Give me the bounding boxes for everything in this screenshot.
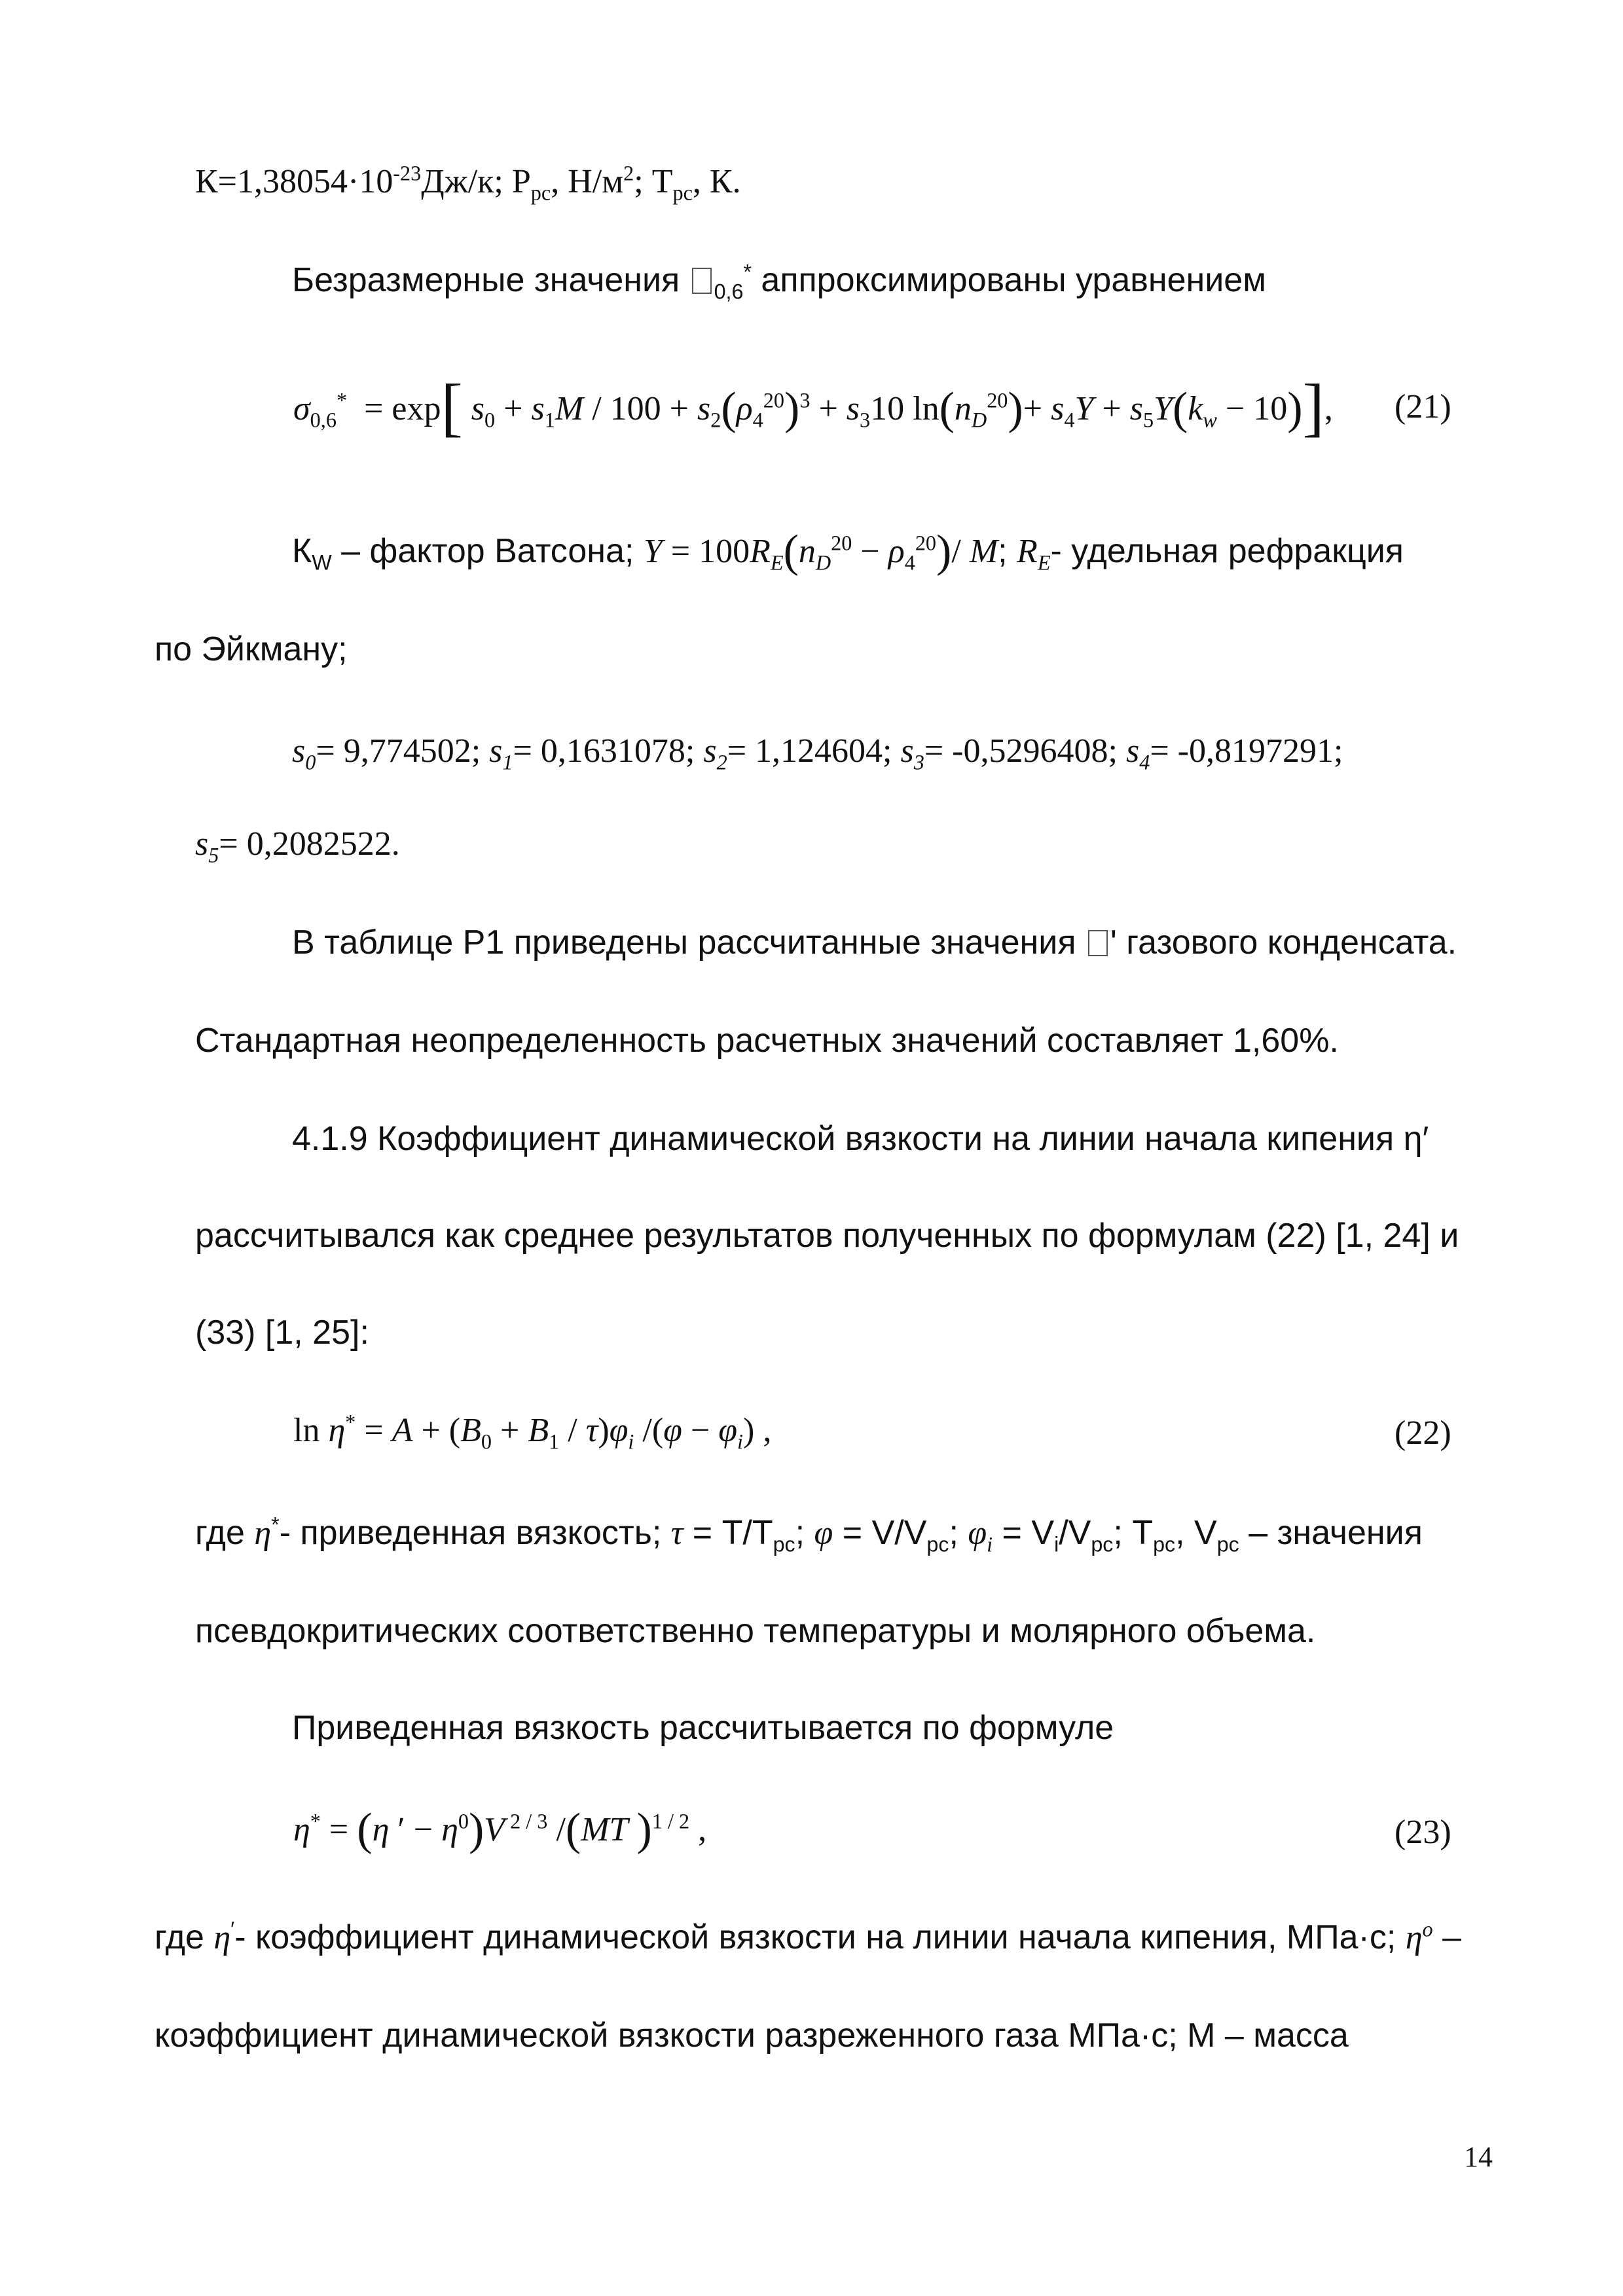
text-segment: В таблице Р1 приведены рассчитанные значения: [292, 924, 1085, 961]
page-number: 14: [1464, 2141, 1493, 2173]
uncertainty-line: Стандартная неопределенность расчетных значений составляет 1,60%.: [195, 1022, 1339, 1060]
re-symbol: R: [1017, 533, 1038, 570]
superscript: *: [743, 260, 752, 284]
y-formula: $Y = 100R_E(n_D^{20} - \rho_4^{20})/$ M: [643, 526, 998, 577]
viscosity-definition-line: где η′- коэффициент динамической вязкости на линии начала кипения, МПа·с; $\eta^o$ –: [155, 1917, 1462, 1956]
eykman-line: по Эйкману;: [155, 630, 348, 668]
text-segment: аппроксимированы уравнением: [751, 261, 1266, 299]
reduced-viscosity-definition-line: где η*- приведенная вязкость; $\tau = Т/Т_{рс}$; $\varphi = V/V_{рс}$; $\varphi_i = V_i/V_{рс}$; $Т_{рс}$, $V_{рс}$ – значения: [195, 1513, 1423, 1556]
subscript: W: [312, 550, 332, 575]
dimensionless-values-line: [292, 260, 1266, 304]
subscript: 0,6: [714, 279, 744, 304]
equation-23-number: (23): [1395, 1814, 1451, 1851]
text-segment: - удельная рефракция: [1050, 532, 1404, 570]
watson-factor-line: [292, 526, 1494, 577]
text-segment: К=1,38054·10: [195, 163, 393, 200]
superscript: 2: [623, 161, 634, 185]
equation-21: $\sigma_{0,6}^* = \exp$[ $s_0 + s_1M / 100 + s_2(\rho_4^{20})^3 + s_310$ $\ln(n_D^{20})+ s_4Y + s_5Y(k_w - 10)$],: [293, 370, 1333, 443]
missing-glyph-box: [692, 268, 712, 294]
rarefied-gas-line: коэффициент динамической вязкости разреженного газа МПа·с; М – масса: [155, 2017, 1349, 2054]
text-segment: , Н/м: [551, 163, 624, 200]
calculation-method-line: рассчитывался как среднее результатов полученных по формулам (22) [1, 24] и: [195, 1217, 1459, 1255]
text-segment: ; Т: [634, 163, 673, 200]
equation-21-number: (21): [1395, 388, 1451, 425]
table-p1-line: [292, 923, 1457, 962]
equation-22: $\ln \eta^* = A + (B_0 + B_1 / \tau)\varphi_i$ $/(\varphi - \varphi_i)$ ,: [293, 1410, 772, 1454]
text-segment: К: [292, 532, 312, 570]
subscript: рс: [530, 181, 551, 205]
missing-glyph-box: [1088, 930, 1108, 956]
section-4-1-9-line: 4.1.9 Коэффициент динамической вязкости на линии начала кипения η′: [292, 1120, 1429, 1158]
equation-23: η* = (η ′ − $\eta^0)V$ $^{2 / 3}$ /(MT )$^{1 / 2}$ ,: [293, 1804, 707, 1855]
formula-intro-line: Приведенная вязкость рассчитывается по формуле: [292, 1709, 1114, 1747]
superscript: -23: [393, 161, 422, 185]
text-segment: , К.: [692, 163, 741, 200]
coefficient-s5-line: $s_5= 0,2082522$.: [195, 825, 400, 867]
text-segment: – фактор Ватсона;: [331, 532, 644, 570]
text-segment: ' газового конденсата.: [1110, 924, 1457, 961]
text-segment: Дж/к; Р: [421, 163, 531, 200]
text-segment: Безразмерные значения: [292, 261, 689, 299]
references-line: (33) [1, 25]:: [195, 1314, 369, 1352]
constants-line: [195, 161, 741, 205]
pseudocritical-line: псевдокритических соответственно температуры и молярного объема.: [195, 1612, 1316, 1650]
subscript: E: [1037, 550, 1051, 575]
coefficients-line: $s_0= 9,774502$; $s_1= 0,1631078$; $s_2= 1,124604$; $s_3= -0,5296408$; $s_4= -0,8197291$;: [292, 732, 1343, 774]
subscript: рс: [672, 181, 693, 205]
text-segment: ;: [998, 532, 1017, 570]
equation-22-number: (22): [1395, 1414, 1451, 1452]
